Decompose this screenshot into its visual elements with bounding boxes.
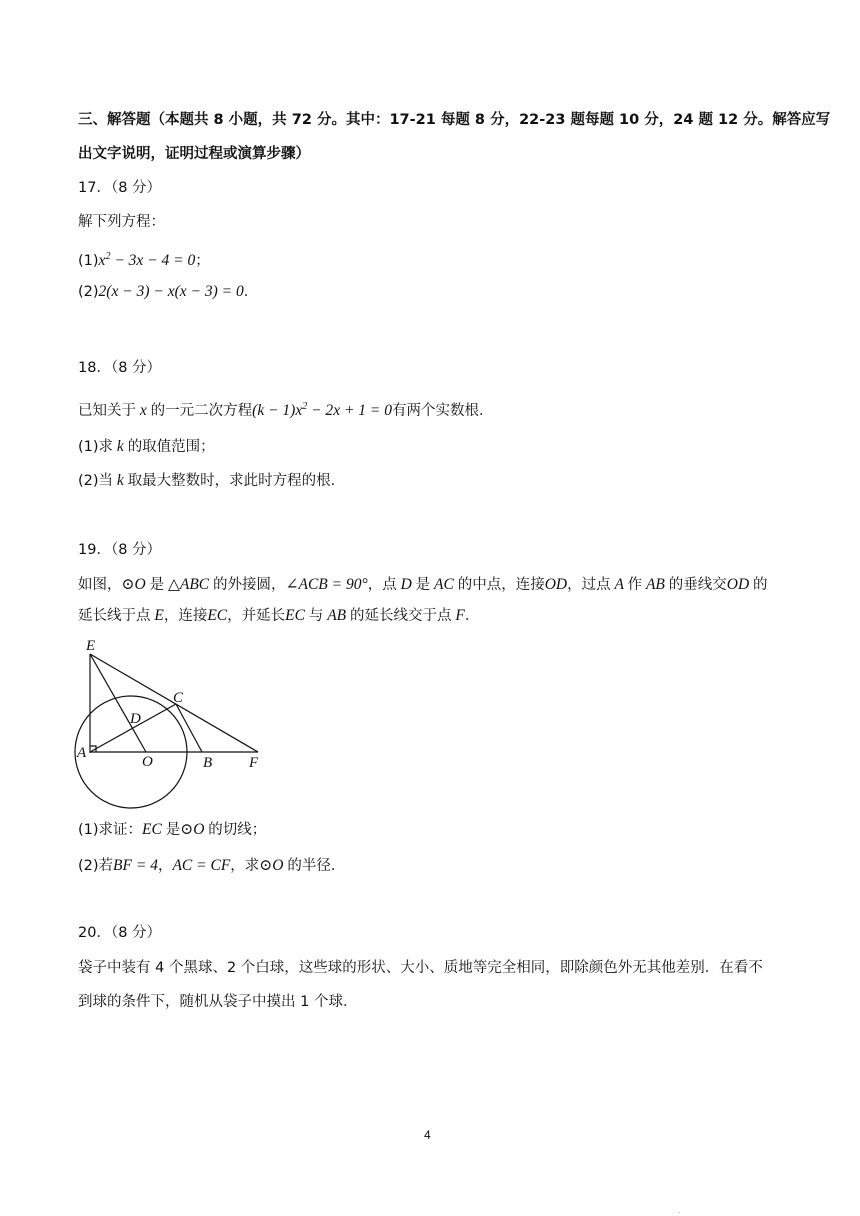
q18-part2-a: (2)当 bbox=[78, 473, 114, 489]
q19-p2c: ，求 bbox=[230, 858, 260, 874]
q19-l1f: 的中点，连接 bbox=[457, 577, 545, 593]
q17-part1: $(1)x^2 - 3x - 4 = 0$； bbox=[78, 251, 210, 269]
q19-l2b: ，连接 bbox=[163, 608, 208, 624]
q20-number: 20．（8 分） bbox=[78, 925, 162, 941]
page-number: 4 bbox=[424, 1128, 431, 1142]
q19-l1j: 的 bbox=[753, 577, 768, 593]
label-d: D bbox=[130, 711, 141, 727]
section-heading-line2: 出文字说明，证明过程或演算步骤） bbox=[78, 146, 310, 162]
label-o: O bbox=[142, 754, 153, 770]
q18-number: 18．（8 分） bbox=[78, 360, 162, 376]
q19-part2: (2)若BF = 4，AC = CF，求⊙O 的半径． bbox=[78, 857, 346, 874]
q19-stem-line2: 延长线于点 E，连接EC，并延长EC 与 AB 的延长线交于点 F． bbox=[78, 607, 480, 624]
q19-l1h: 作 bbox=[627, 577, 643, 593]
q17-part1-equation: $x^2 - 3x - 4 = 0$ bbox=[98, 251, 196, 269]
q19-p2d: 的半径． bbox=[287, 858, 346, 874]
q19-p1c: 的切线； bbox=[208, 822, 267, 838]
q19-p1a: (1)求证： bbox=[78, 822, 143, 838]
q19-part1: (1)求证：EC 是⊙O 的切线； bbox=[78, 821, 267, 838]
q19-l2c: ，并延长 bbox=[227, 608, 286, 624]
q18-stem-b: 的一元二次方程 bbox=[150, 403, 253, 419]
q18-part2: (2)当 k 取最大整数时，求此时方程的根． bbox=[78, 472, 346, 489]
q17-number: 17．（8 分） bbox=[78, 180, 162, 196]
q19-l1d: ，点 bbox=[367, 577, 397, 593]
label-e: E bbox=[86, 638, 96, 654]
q20-line1: 袋子中装有 4 个黑球、2 个白球，这些球的形状、大小、质地等完全相同，即除颜色外无其他差别．在看不 bbox=[78, 960, 763, 976]
q18-equation: $(k - 1)x^2 - 2x + 1 = 0$ bbox=[252, 401, 392, 419]
q19-p1b: 是 bbox=[165, 822, 181, 838]
q19-l1e: 是 bbox=[415, 577, 431, 593]
q19-l2d: 与 bbox=[308, 608, 324, 624]
q19-number: 19．（8 分） bbox=[78, 542, 162, 558]
q19-l1b: 是 bbox=[149, 577, 165, 593]
q19-p2a: (2)若 bbox=[78, 858, 114, 874]
q17-part2: (2)2(x − 3) − x(x − 3) = 0． bbox=[78, 283, 259, 300]
q18-part1: (1)求 k 的取值范围； bbox=[78, 438, 215, 455]
segment-eo bbox=[90, 654, 146, 752]
q19-l2e: 的延长线交于点 bbox=[350, 608, 452, 624]
q18-part1-b: 的取值范围； bbox=[127, 439, 215, 455]
q17-part2-label: (2) bbox=[78, 284, 99, 300]
q17-prompt: 解下列方程： bbox=[78, 214, 165, 230]
q19-l1g: ，过点 bbox=[567, 577, 611, 593]
q17-part1-label: (1) bbox=[78, 253, 99, 269]
section-heading-line1: 三、解答题（本题共 8 小题，共 72 分。其中：17-21 每题 8 分，22-23 题每题 10 分，24 题 12 分。解答应写 bbox=[78, 112, 831, 128]
q18-part1-a: (1)求 bbox=[78, 439, 114, 455]
q18-part2-b: 取最大整数时，求此时方程的根． bbox=[127, 473, 346, 489]
q18-stem: 已知关于 x 的一元二次方程$(k - 1)x^2 - 2x + 1 = 0$有两个实数根． bbox=[78, 401, 494, 419]
q18-stem-c: 有两个实数根． bbox=[392, 403, 494, 419]
corner-mark: . bbox=[678, 1206, 681, 1215]
q19-l2f: ． bbox=[464, 608, 480, 624]
label-c: C bbox=[173, 690, 184, 706]
q19-stem-line1: 如图，⊙O 是 △ABC 的外接圆，∠ACB = 90°，点 D 是 AC 的中点，连接OD，过点 A 作 AB 的垂线交OD 的 bbox=[78, 576, 768, 593]
q20-line2: 到球的条件下，随机从袋子中摸出 1 个球． bbox=[78, 994, 358, 1010]
q19-l2a: 延长线于点 bbox=[78, 608, 151, 624]
q18-stem-a: 已知关于 bbox=[78, 403, 136, 419]
q19-l1i: 的垂线交 bbox=[668, 577, 727, 593]
geometry-figure bbox=[74, 634, 274, 814]
label-b: B bbox=[203, 755, 213, 771]
q19-l1a: 如图， bbox=[78, 577, 122, 593]
q19-p2b: ， bbox=[157, 858, 173, 874]
label-f: F bbox=[249, 755, 259, 771]
q17-part2-equation: 2(x − 3) − x(x − 3) = 0 bbox=[98, 283, 244, 300]
label-a: A bbox=[77, 745, 87, 761]
q19-l1c: 的外接圆， bbox=[213, 577, 286, 593]
